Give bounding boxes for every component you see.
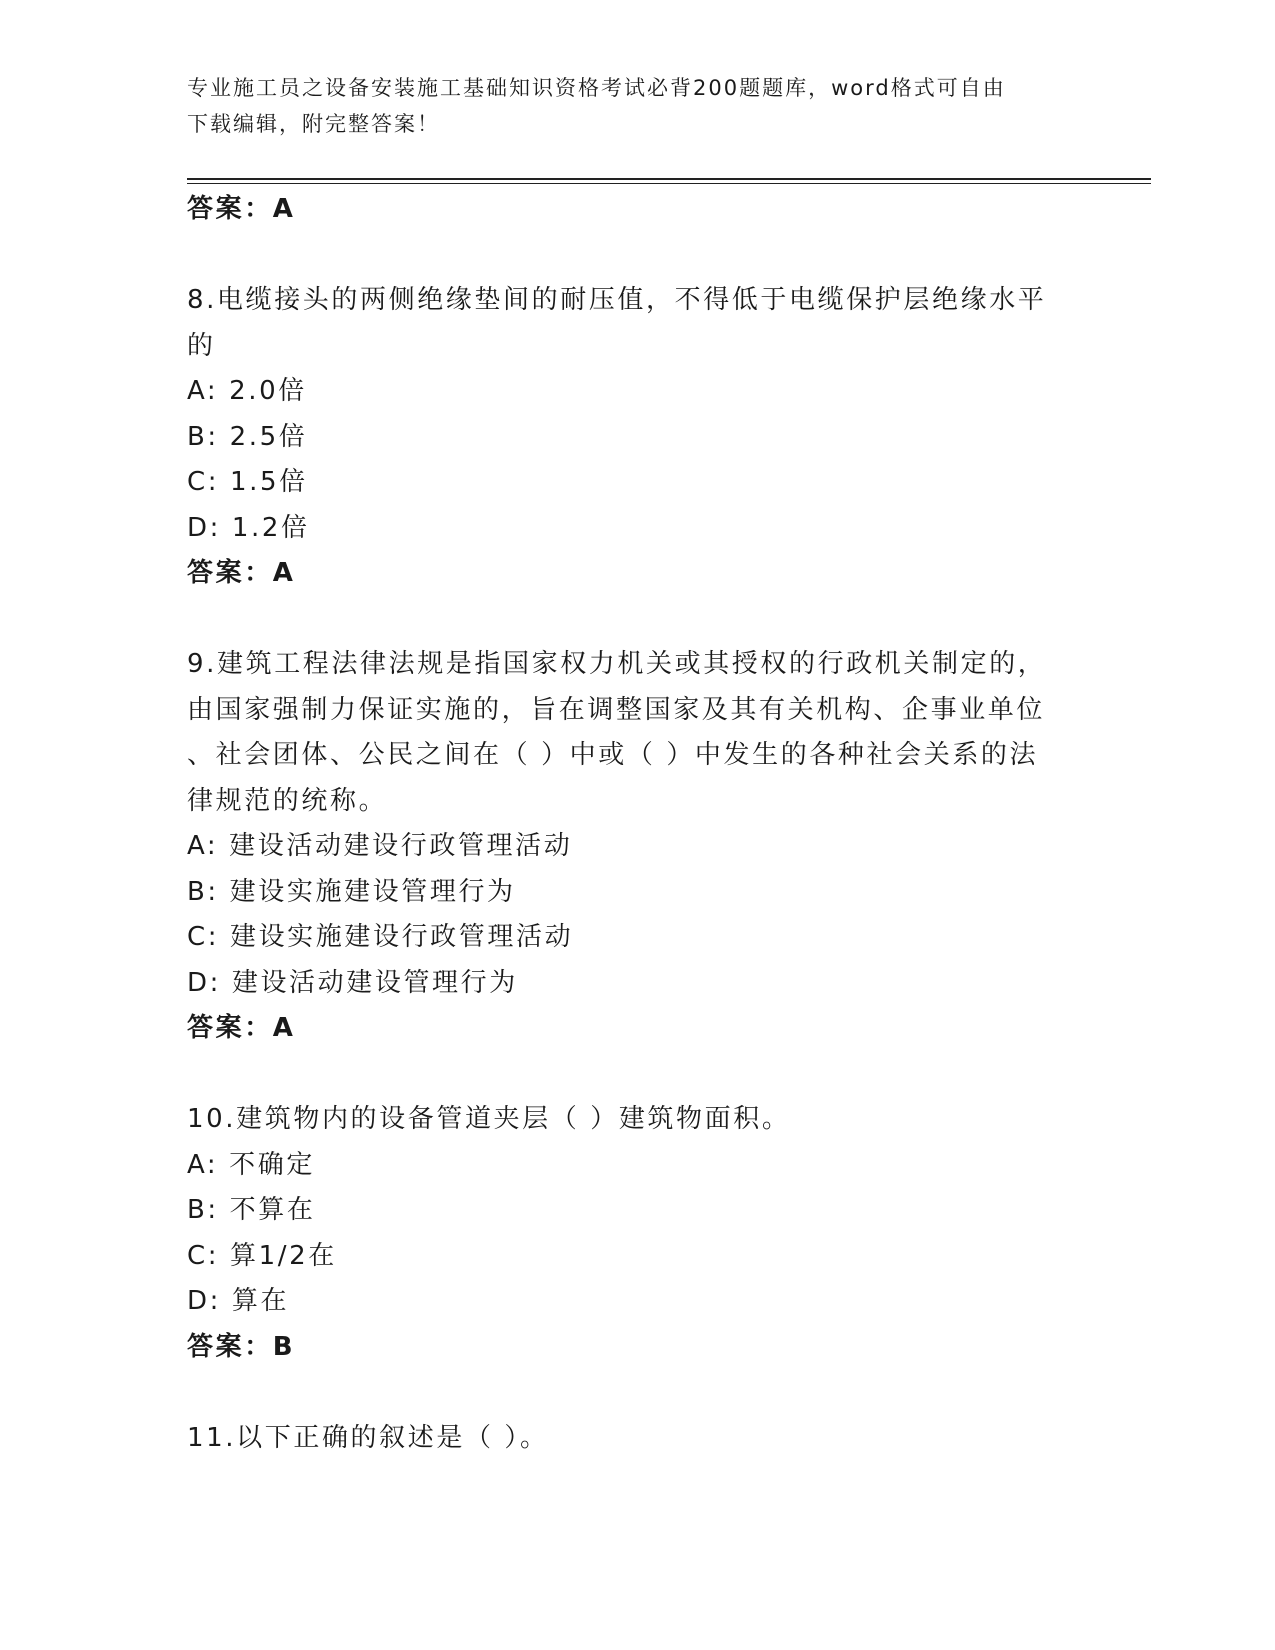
question-stem-line: 10.建筑物内的设备管道夹层（ ）建筑物面积。	[187, 1104, 791, 1134]
question-stem-line: 的	[187, 330, 216, 361]
header-rule-thick	[187, 178, 1151, 180]
option-a: A: 不确定	[187, 1149, 315, 1180]
header-line-1: 专业施工员之设备安装施工基础知识资格考试必背200题题库，word格式可自由	[187, 76, 1006, 100]
answer-label: 答案：A	[187, 1013, 296, 1043]
question-stem-line: 律规范的统称。	[187, 785, 388, 816]
option-d: D: 建设活动建设管理行为	[187, 967, 518, 998]
option-a: A: 建设活动建设行政管理活动	[187, 831, 573, 861]
question-stem-line: 、社会团体、公民之间在（ ）中或（ ）中发生的各种社会关系的法	[187, 740, 1039, 770]
question-stem-line: 9.建筑工程法律法规是指国家权力机关或其授权的行政机关制定的，	[187, 649, 1047, 679]
option-b: B: 2.5倍	[187, 421, 308, 452]
option-c: C: 建设实施建设行政管理活动	[187, 922, 574, 952]
header-rule-thin	[187, 183, 1151, 184]
option-c: C: 1.5倍	[187, 467, 308, 497]
option-b: B: 不算在	[187, 1195, 316, 1225]
question-9	[187, 642, 1067, 1052]
answer-label: 答案：B	[187, 1331, 296, 1362]
option-c: C: 算1/2在	[187, 1240, 337, 1271]
question-list	[187, 187, 1067, 1461]
option-d: D: 算在	[187, 1286, 290, 1316]
header-line-2: 下载编辑，附完整答案！	[187, 112, 440, 136]
answer-label: 答案：A	[187, 558, 296, 588]
question-stem-line: 11.以下正确的叙述是（ ）。	[187, 1422, 549, 1453]
option-a: A: 2.0倍	[187, 376, 307, 406]
option-b: B: 建设实施建设管理行为	[187, 876, 516, 907]
question-stem-line: 由国家强制力保证实施的，旨在调整国家及其有关机构、企事业单位	[187, 694, 1046, 725]
question-8	[187, 278, 1067, 597]
option-d: D: 1.2倍	[187, 512, 310, 543]
question-stem-line: 8.电缆接头的两侧绝缘垫间的耐压值，不得低于电缆保护层绝缘水平	[187, 285, 1047, 315]
question-11	[187, 1416, 1067, 1462]
document-header	[187, 70, 1067, 142]
answer-label: 答案：A	[187, 194, 296, 224]
question-10	[187, 1097, 1067, 1370]
